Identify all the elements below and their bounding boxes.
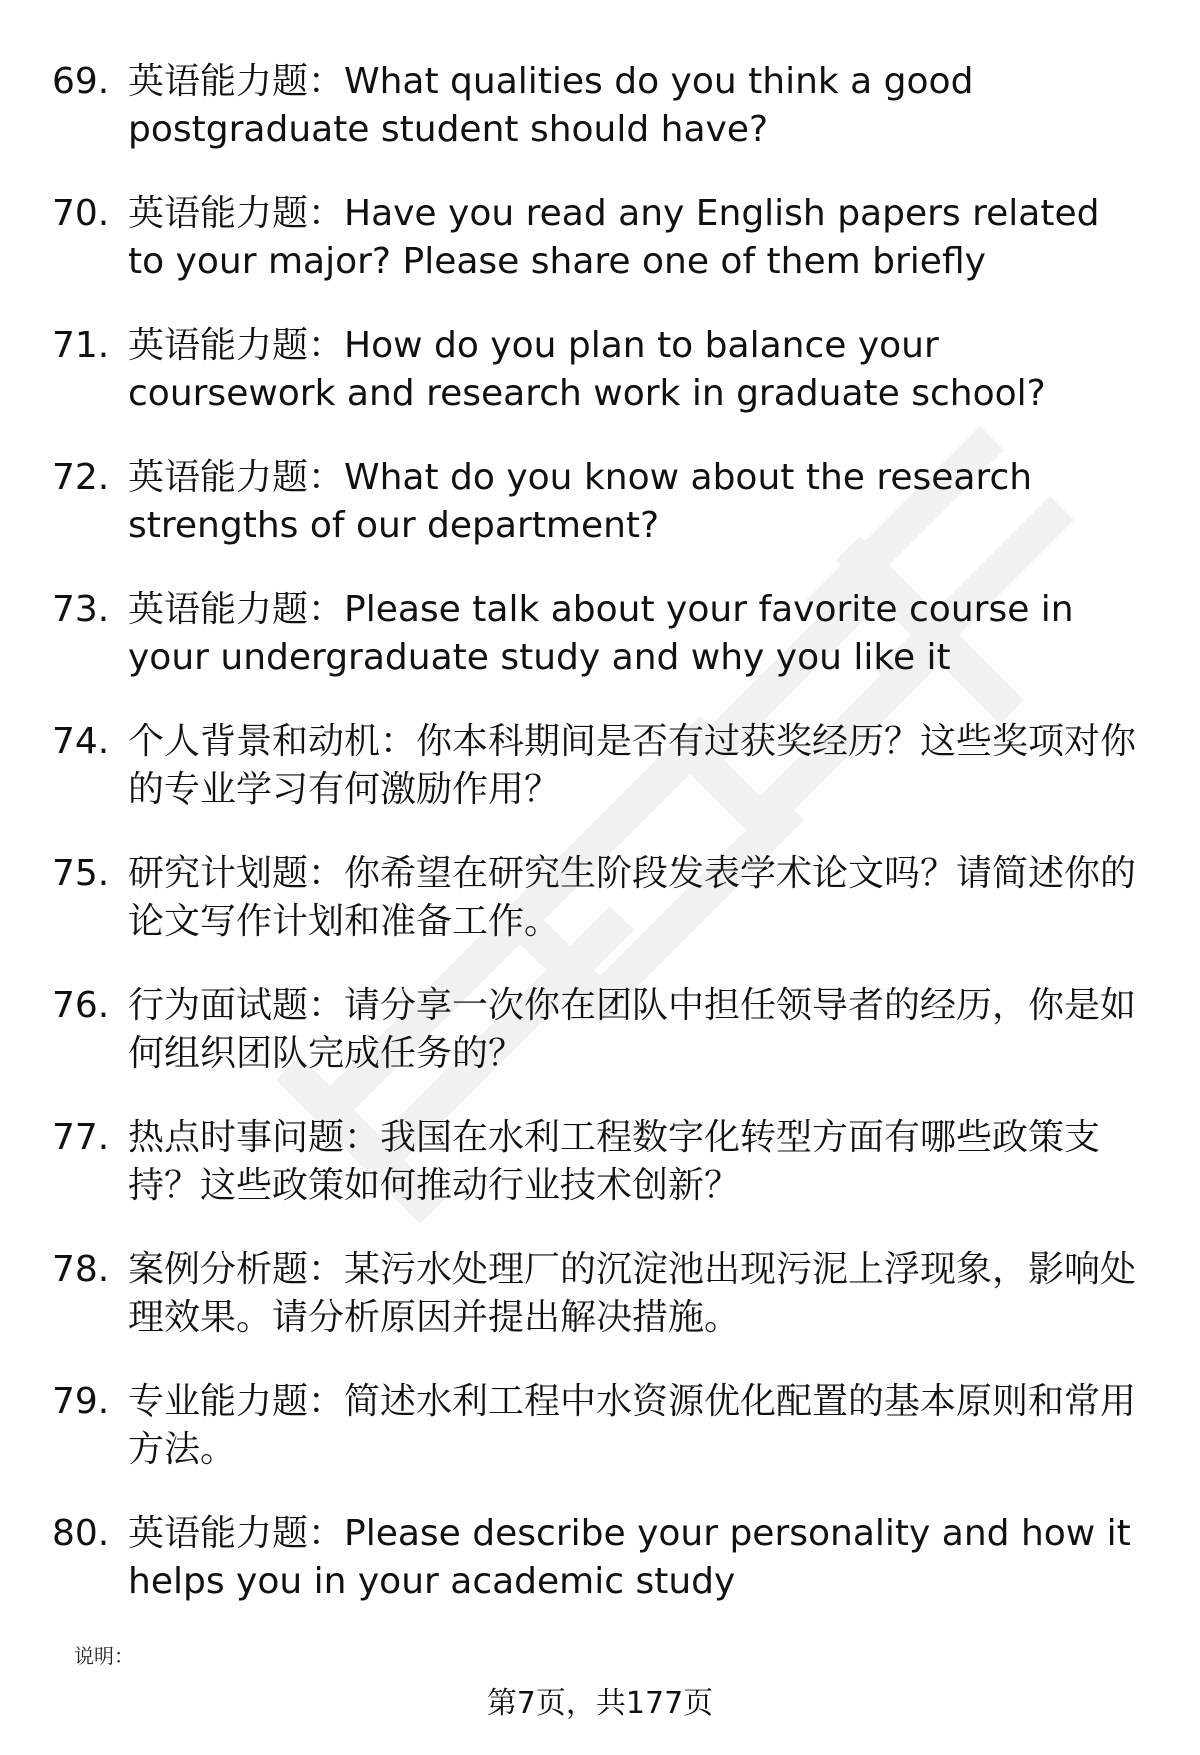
page-footer: 第7页，共177页	[486, 1686, 714, 1721]
question-text: 热点时事问题：我国在水利工程数字化转型方面有哪些政策支持？这些政策如何推动行业技术创新？	[128, 1117, 1101, 1206]
question-text: 英语能力题：Have you read any English papers related to your major? Please share one of them briefly	[128, 193, 1100, 282]
question-item	[52, 1114, 1152, 1246]
question-item	[52, 850, 1152, 982]
question-text: 专业能力题：简述水利工程中水资源优化配置的基本原则和常用方法。	[128, 1381, 1137, 1470]
question-number: 69.	[52, 61, 110, 102]
question-text: 研究计划题：你希望在研究生阶段发表学术论文吗？请简述你的论文写作计划和准备工作。	[128, 853, 1137, 942]
question-text: 英语能力题：What do you know about the research strengths of our department?	[128, 457, 1033, 546]
question-item	[52, 322, 1152, 454]
question-item	[52, 1378, 1152, 1510]
question-number: 70.	[52, 193, 110, 234]
question-item	[52, 982, 1152, 1114]
question-text: 英语能力题：Please talk about your favorite course in your undergraduate study and why you like it	[128, 589, 1074, 678]
question-number: 78.	[52, 1249, 110, 1290]
question-text: 英语能力题：Please describe your personality and how it helps you in your academic study	[128, 1513, 1131, 1602]
question-item	[52, 718, 1152, 850]
question-number: 72.	[52, 457, 110, 498]
question-number: 80.	[52, 1513, 110, 1554]
note-label: 说明：	[74, 1644, 134, 1668]
question-text: 英语能力题：How do you plan to balance your coursework and research work in graduate school?	[128, 325, 1046, 414]
question-item	[52, 454, 1152, 586]
question-number: 71.	[52, 325, 110, 366]
question-item	[52, 190, 1152, 322]
question-number: 79.	[52, 1381, 110, 1422]
question-number: 75.	[52, 853, 110, 894]
question-item	[52, 58, 1152, 190]
question-text: 英语能力题：What qualities do you think a good postgraduate student should have?	[128, 61, 974, 150]
question-item	[52, 1510, 1152, 1642]
question-number: 77.	[52, 1117, 110, 1158]
question-number: 74.	[52, 721, 110, 762]
question-number: 73.	[52, 589, 110, 630]
question-number: 76.	[52, 985, 110, 1026]
question-text: 案例分析题：某污水处理厂的沉淀池出现污泥上浮现象，影响处理效果。请分析原因并提出解决措施。	[128, 1249, 1137, 1338]
question-item	[52, 586, 1152, 718]
question-list	[52, 58, 1152, 1642]
question-text: 个人背景和动机：你本科期间是否有过获奖经历？这些奖项对你的专业学习有何激励作用？	[128, 721, 1137, 810]
question-text: 行为面试题：请分享一次你在团队中担任领导者的经历，你是如何组织团队完成任务的？	[128, 985, 1137, 1074]
question-item	[52, 1246, 1152, 1378]
